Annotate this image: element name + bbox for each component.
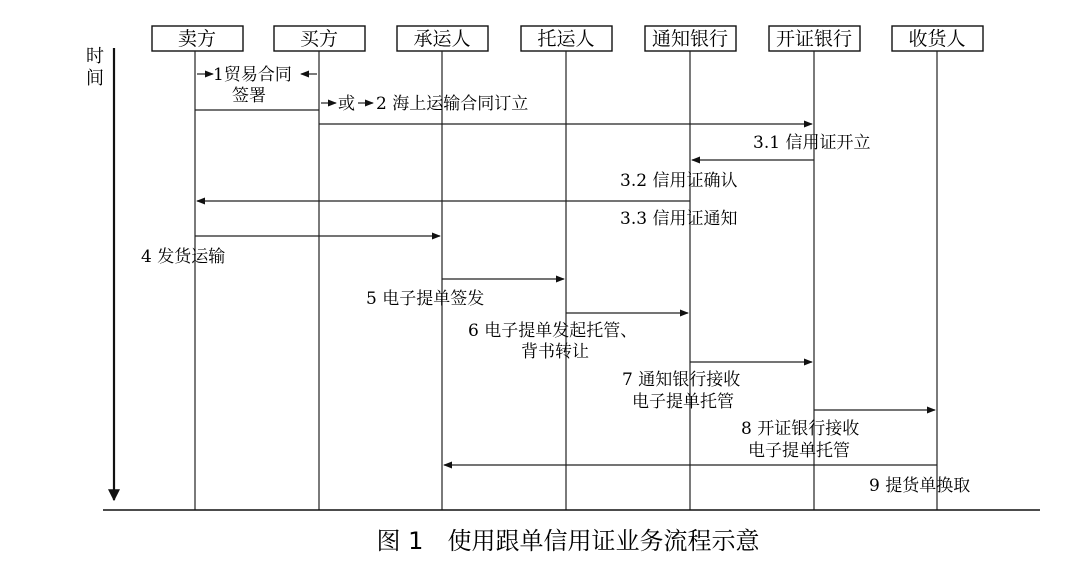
actor-label: 收货人	[908, 28, 966, 50]
msg9-label: 9 提货单换取	[869, 476, 971, 496]
actor-label: 通知银行	[651, 28, 729, 50]
figure-caption: 图 1 使用跟单信用证业务流程示意	[376, 527, 760, 555]
msg8-label-line1: 8 开证银行接收	[741, 419, 860, 439]
time-label-2: 间	[86, 68, 104, 89]
msg3-1-label: 3.1 信用证开立	[753, 133, 871, 153]
actor-label: 买方	[299, 28, 339, 50]
actor-issuing-bank	[769, 26, 860, 51]
time-label-1: 时	[86, 46, 104, 67]
msg2-or-label: 或	[338, 94, 355, 114]
msg2-label: 2 海上运输合同订立	[376, 94, 529, 114]
msg1-label-line2: 签署	[232, 86, 266, 106]
actor-buyer	[274, 26, 365, 51]
actor-consignee	[892, 26, 983, 51]
msg4-label: 4 发货运输	[141, 247, 226, 267]
actor-label: 托运人	[537, 28, 595, 50]
msg6-label-line1: 6 电子提单发起托管、	[468, 321, 638, 341]
msg6-label-line2: 背书转让	[521, 342, 589, 362]
msg3-3-label: 3.3 信用证通知	[620, 209, 738, 229]
msg5-label: 5 电子提单签发	[366, 289, 485, 309]
actor-carrier	[397, 26, 488, 51]
msg7-label-line1: 7 通知银行接收	[622, 370, 741, 390]
msg8-label-line2: 电子提单托管	[748, 441, 850, 461]
msg7-label-line2: 电子提单托管	[632, 392, 734, 412]
actor-advising-bank	[645, 26, 736, 51]
msg3-2-label: 3.2 信用证确认	[620, 171, 738, 191]
actor-seller	[152, 26, 243, 51]
actor-label: 承运人	[413, 28, 471, 50]
msg1-label-line1: 1贸易合同	[213, 65, 292, 85]
actor-label: 开证银行	[775, 28, 853, 50]
actor-label: 卖方	[177, 28, 217, 50]
actor-shipper	[521, 26, 612, 51]
